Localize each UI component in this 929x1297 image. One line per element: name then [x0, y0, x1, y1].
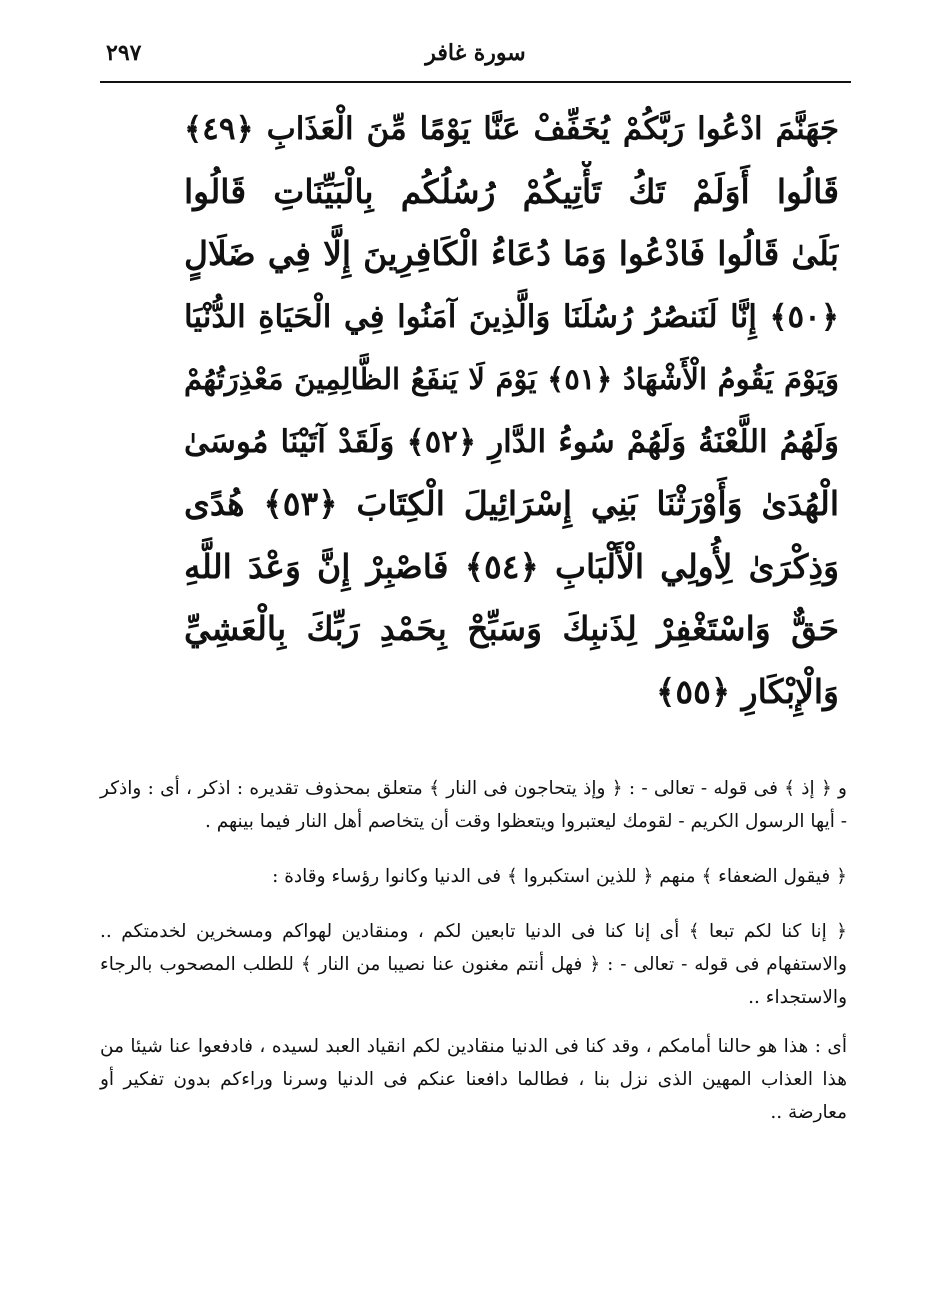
- verse-line: جَهَنَّمَ ادْعُوا رَبَّكُمْ يُخَفِّفْ عَنَّا يَوْمًا مِّنَ الْعَذَابِ ﴿٤٩﴾: [184, 111, 839, 147]
- verse-line: وَلَهُمُ اللَّعْنَةُ وَلَهُمْ سُوءُ الدَّارِ ﴿٥٢﴾ وَلَقَدْ آتَيْنَا مُوسَىٰ: [184, 423, 839, 460]
- verse-line: وَالْإِبْكَارِ ﴿٥٥﴾: [656, 671, 839, 711]
- surah-title: سورة غافر: [425, 40, 526, 66]
- page-header: [100, 36, 851, 82]
- verse-line: حَقٌّ وَاسْتَغْفِرْ لِذَنبِكَ وَسَبِّحْ بِحَمْدِ رَبِّكَ بِالْعَشِيِّ: [184, 609, 839, 648]
- commentary-paragraph: أى : هذا هو حالنا أمامكم ، وقد كنا فى الدنيا منقادين لكم انقياد العبد لسيده ، فادفعوا عنا شيئا من هذا العذاب المهين الذى نزل بنا ، فطالما دافعنا عنكم فى الدنيا وسرنا وراءكم بدون تفكير أو معارضة ..: [100, 1036, 847, 1123]
- commentary-paragraph: ﴿ إنا كنا لكم تبعا ﴾ أى إنا كنا فى الدنيا تابعين لكم ، ومنقادين لهواكم ومسخرين لخدمتكم .. والاستفهام فى قوله - تعالى - : ﴿ فهل أنتم مغنون عنا نصيبا من النار ﴾ للطلب المصحوب بالرجاء والاستجداء ..: [100, 921, 847, 1008]
- verse-line: قَالُوا أَوَلَمْ تَكُ تَأْتِيكُمْ رُسُلُكُم بِالْبَيِّنَاتِ قَالُوا: [184, 171, 839, 211]
- verse-line: ﴿٥٠﴾ إِنَّا لَنَنصُرُ رُسُلَنَا وَالَّذِينَ آمَنُوا فِي الْحَيَاةِ الدُّنْيَا: [184, 298, 839, 335]
- verse-line: وَذِكْرَىٰ لِأُولِي الْأَلْبَابِ ﴿٥٤﴾ فَاصْبِرْ إِنَّ وَعْدَ اللَّهِ: [184, 546, 839, 586]
- header-divider: [100, 81, 851, 83]
- verse-line: بَلَىٰ قَالُوا فَادْعُوا وَمَا دُعَاءُ الْكَافِرِينَ إِلَّا فِي ضَلَالٍ: [184, 234, 839, 273]
- commentary-paragraph: و ﴿ إذ ﴾ فى قوله - تعالى - : ﴿ وإذ يتحاجون فى النار ﴾ متعلق بمحذوف تقديره : اذكر ، أى : واذكر - أيها الرسول الكريم - لقومك ليعتبروا ويتعظوا وقت أن يتخاصم أهل النار فيما بينهم .: [100, 778, 847, 832]
- commentary-block: [100, 772, 847, 1151]
- commentary-paragraph: ﴿ فيقول الضعفاء ﴾ منهم ﴿ للذين استكبروا ﴾ فى الدنيا وكانوا رؤساء وقادة :: [272, 866, 847, 887]
- page-number: ٢٩٧: [106, 40, 142, 66]
- verse-line: الْهُدَىٰ وَأَوْرَثْنَا بَنِي إِسْرَائِيلَ الْكِتَابَ ﴿٥٣﴾ هُدًى: [184, 484, 839, 523]
- verse-line: وَيَوْمَ يَقُومُ الْأَشْهَادُ ﴿٥١﴾ يَوْمَ لَا يَنفَعُ الظَّالِمِينَ مَعْذِرَتُهُمْ: [184, 362, 839, 396]
- quran-verses-block: [184, 98, 839, 723]
